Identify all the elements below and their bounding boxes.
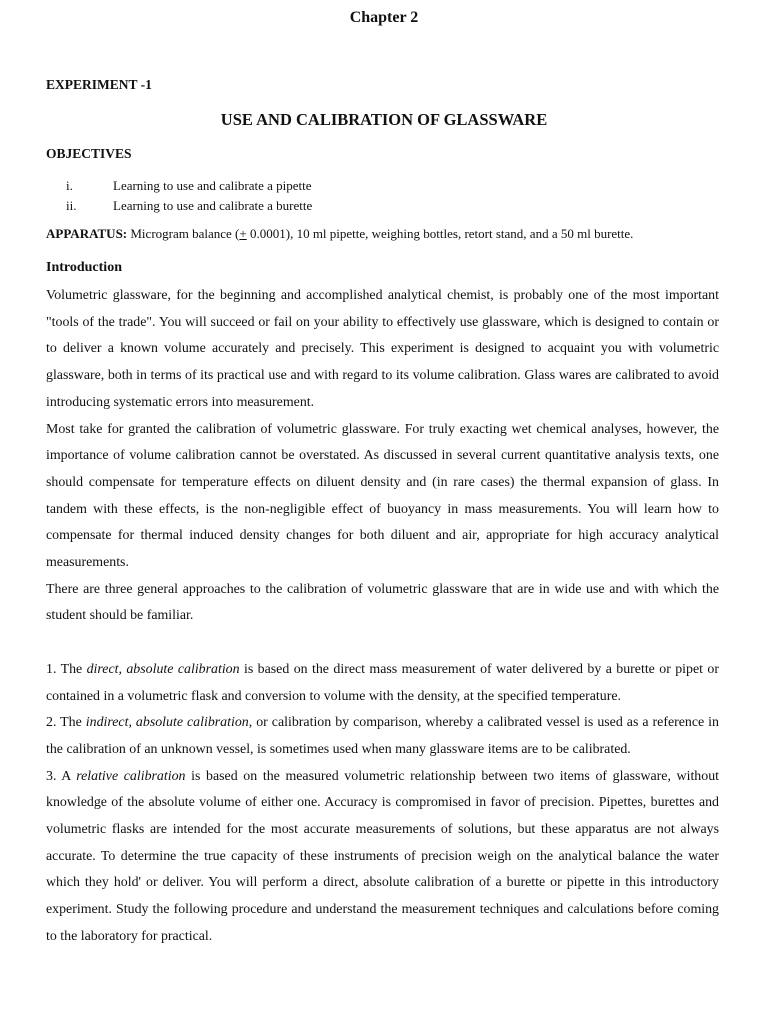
blank-line bbox=[46, 630, 719, 657]
objective-item bbox=[66, 176, 312, 196]
method-prefix: 2. The bbox=[46, 715, 86, 731]
paragraph: Most take for granted the calibration of volumetric glassware. For truly exacting wet chemical analyses, however, the importance of volume calibration cannot be overstated. As discussed in several current quantitative analysis texts, one should compensate for temperature effects on diluent density and (in rare cases) the thermal expansion of glass. In tandem with these effects, is the non-negligible effect of buoyancy in mass measurements. You will learn how to compensate for thermal induced density changes for both diluent and air, appropriate for high accuracy analytical measurements. bbox=[46, 421, 719, 571]
objective-item bbox=[66, 196, 312, 216]
plus-minus-symbol: + bbox=[239, 226, 247, 241]
paragraph: Volumetric glassware, for the beginning and accomplished analytical chemist, is probably one of the most important "tools of the trade". You will succeed or fail on your ability to effectively use glassware, which is designed to contain or to deliver a known volume accurately and precisely. This experiment is designed to acquaint you with volumetric glassware, both in terms of its practical use and with regard to its volume calibration. Glass wares are calibrated to avoid introducing systematic errors into measurement. bbox=[46, 288, 719, 410]
calibration-method-2 bbox=[46, 710, 719, 763]
apparatus-text-after: 0.0001), 10 ml pipette, weighing bottles, retort stand, and a 50 ml burette. bbox=[246, 226, 634, 241]
apparatus-label: APPARATUS: bbox=[46, 226, 128, 241]
paragraph: There are three general approaches to the calibration of volumetric glassware that are in wide use and with which the student should be familiar. bbox=[46, 581, 719, 624]
method-description: is based on the direct mass measurement of water delivered by a burette or pipet or contained in a volumetric flask and conversion to volume with the density, at the specified temperature. bbox=[46, 661, 719, 704]
method-term: indirect, absolute calibration bbox=[85, 715, 249, 731]
method-prefix: 1. The bbox=[46, 661, 87, 677]
objective-number: i. bbox=[66, 178, 73, 193]
objective-number: ii. bbox=[66, 198, 77, 213]
chapter-heading: Chapter 2 bbox=[349, 9, 419, 26]
calibration-method-1 bbox=[46, 657, 719, 710]
method-description: is based on the measured volumetric relationship between two items of glassware, without knowledge of the absolute volume of either one. Accuracy is compromised in favor of precision. Pipettes, burettes and volumetric flasks are intended for the most accurate measurements of solutions, but these apparatus are not always accurate. To determine the true capacity of these instruments of precision weigh on the analytical balance the water which they hold' or deliver. You will perform a direct, absolute calibration of a burette or pipette in this introductory experiment. Study the following procedure and understand the measurement techniques and calculations before coming to the laboratory for practical. bbox=[46, 768, 719, 944]
method-prefix: 3. A bbox=[46, 768, 77, 784]
calibration-method-3 bbox=[46, 764, 719, 951]
objective-text: Learning to use and calibrate a burette bbox=[113, 198, 313, 213]
apparatus-line bbox=[46, 226, 726, 242]
objective-text: Learning to use and calibrate a pipette bbox=[113, 178, 312, 193]
apparatus-text-before: Microgram balance ( bbox=[127, 226, 240, 241]
experiment-label: EXPERIMENT -1 bbox=[46, 77, 152, 92]
introduction-heading: Introduction bbox=[46, 260, 122, 275]
objectives-list bbox=[66, 176, 312, 216]
document-title: USE AND CALIBRATION OF GLASSWARE bbox=[220, 110, 548, 129]
method-description: , or calibration by comparison, whereby a calibrated vessel is used as a reference in the calibration of an unknown vessel, is sometimes used when many glassware items are to be calibrated. bbox=[46, 715, 719, 757]
introduction-body bbox=[46, 283, 719, 951]
method-term: relative calibration bbox=[76, 768, 186, 784]
method-term: direct, absolute calibration bbox=[86, 661, 240, 677]
objectives-heading: OBJECTIVES bbox=[46, 146, 132, 161]
